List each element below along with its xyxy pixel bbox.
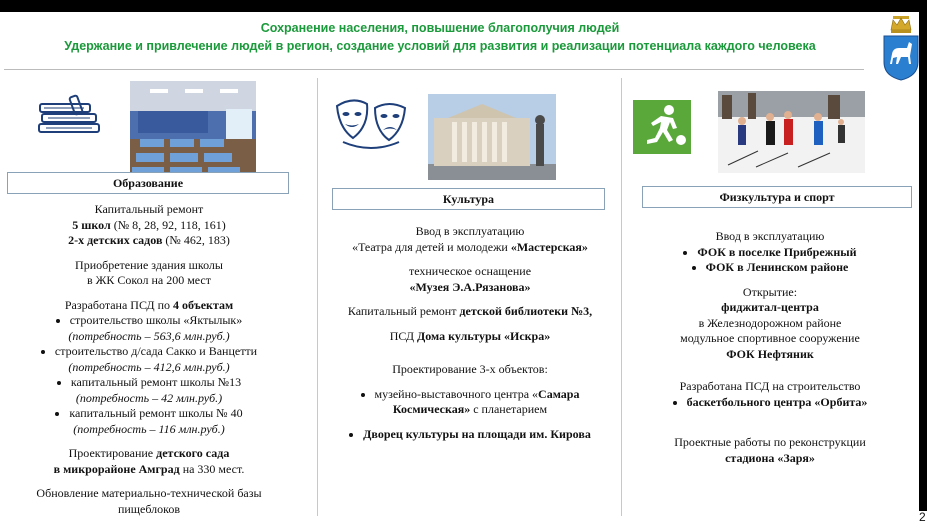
books-icon bbox=[36, 94, 102, 136]
education-text: (№ 8, 28, 92, 118, 161) bbox=[110, 217, 226, 232]
list-item-need: (потребность – 563,6 млн.руб.) bbox=[68, 328, 230, 343]
education-bold: 5 школ bbox=[72, 217, 111, 232]
list-item-need: (потребность – 42 млн.руб.) bbox=[75, 390, 223, 405]
header-title: Сохранение населения, повышение благополучия людей bbox=[260, 21, 620, 35]
athlete-icon bbox=[633, 100, 691, 154]
sport-label: Физкультура и спорт bbox=[642, 186, 912, 208]
education-bold: в микрорайоне Амград bbox=[53, 461, 180, 476]
list-item-need: (потребность – 116 млн.руб.) bbox=[73, 421, 225, 436]
culture-bold: Дворец культуры на площади им. Кирова bbox=[363, 426, 591, 441]
bullet-icon bbox=[55, 412, 59, 416]
culture-line: Ввод в эксплуатацию bbox=[415, 224, 525, 238]
sport-line: Разработана ПСД на строительство bbox=[679, 379, 861, 393]
ski-race-photo bbox=[718, 91, 865, 173]
culture-bold: детской библиотеки №3, bbox=[459, 304, 593, 318]
culture-line: Проектирование 3-х объектов: bbox=[392, 362, 548, 376]
education-text: Проектирование bbox=[68, 446, 157, 460]
bullet-icon bbox=[56, 319, 60, 323]
education-text: Разработана ПСД по bbox=[64, 297, 173, 312]
sport-bold: стадиона «Заря» bbox=[725, 450, 815, 465]
education-line: Обновление материально-технической базы bbox=[36, 486, 262, 500]
education-content bbox=[4, 202, 294, 517]
list-item: строительство школы «Яктылык» bbox=[69, 313, 243, 327]
bullet-icon bbox=[41, 350, 45, 354]
education-bold: детского сада bbox=[156, 446, 230, 460]
classroom-photo bbox=[130, 81, 256, 177]
bullet-icon bbox=[692, 266, 696, 270]
culture-label: Культура bbox=[332, 188, 605, 210]
culture-bold: «Мастерская» bbox=[510, 239, 588, 254]
sport-line: модульное спортивное сооружение bbox=[680, 331, 860, 345]
culture-text: ПСД bbox=[389, 328, 418, 343]
culture-line: техническое оснащение bbox=[408, 264, 532, 278]
education-line: в ЖК Сокол на 200 мест bbox=[86, 273, 211, 287]
sport-content bbox=[624, 229, 916, 466]
sport-line: в Железнодорожном районе bbox=[698, 315, 842, 330]
sport-bold: ФОК в Ленинском районе bbox=[705, 260, 849, 274]
sport-line: Проектные работы по реконструкции bbox=[674, 435, 866, 449]
list-item-need: (потребность – 412,6 млн.руб.) bbox=[68, 359, 230, 374]
header-divider bbox=[4, 69, 864, 70]
header-subtitle: Удержание и привлечение людей в регион, создание условий для развития и реализации потенциала каждого человека bbox=[64, 39, 816, 53]
education-text: на 330 мест. bbox=[179, 461, 245, 476]
theater-building-photo bbox=[428, 94, 556, 180]
theater-masks-icon bbox=[333, 96, 409, 154]
bullet-icon bbox=[349, 433, 353, 437]
education-line: Капитальный ремонт bbox=[94, 202, 204, 216]
list-item: строительство д/сада Сакко и Ванцетти bbox=[54, 344, 258, 358]
sport-bold: фиджитал-центра bbox=[721, 300, 819, 314]
culture-bold: Космическая» bbox=[392, 402, 471, 416]
page-number: 2 bbox=[919, 510, 926, 524]
column-divider-1 bbox=[317, 78, 318, 516]
bullet-icon bbox=[683, 251, 687, 255]
bullet-icon bbox=[57, 381, 61, 385]
sport-bold: баскетбольного центра «Орбита» bbox=[686, 394, 868, 409]
education-label: Образование bbox=[7, 172, 289, 194]
culture-content bbox=[322, 224, 618, 442]
culture-text: «Театра для детей и молодежи bbox=[352, 239, 511, 254]
samara-crest-icon bbox=[881, 14, 919, 82]
culture-text: Капитальный ремонт bbox=[347, 304, 460, 318]
culture-bold: Самара bbox=[538, 386, 580, 401]
bullet-icon bbox=[673, 401, 677, 405]
culture-bold: Дома культуры «Искра» bbox=[417, 328, 551, 343]
education-line: Приобретение здания школы bbox=[75, 257, 223, 272]
sport-bold: ФОК в поселке Прибрежный bbox=[697, 244, 857, 259]
culture-bold: «Музея Э.А.Рязанова» bbox=[409, 279, 531, 294]
education-line: пищеблоков bbox=[117, 501, 181, 516]
list-item: капитальный ремонт школы № 40 bbox=[69, 406, 243, 420]
education-bold: 2-х детских садов bbox=[68, 233, 163, 247]
sport-bold: ФОК Нефтяник bbox=[726, 346, 814, 361]
education-text: (№ 462, 183) bbox=[162, 233, 230, 247]
education-bold: 4 объектам bbox=[173, 297, 234, 312]
culture-text: музейно-выставочного центра « bbox=[374, 386, 539, 401]
slide bbox=[0, 12, 919, 524]
column-divider-2 bbox=[621, 78, 622, 516]
list-item: капитальный ремонт школы №13 bbox=[70, 375, 242, 389]
sport-line: Ввод в эксплуатацию bbox=[715, 229, 825, 243]
bullet-icon bbox=[361, 393, 365, 397]
sport-line: Открытие: bbox=[742, 284, 798, 299]
culture-text: с планетарием bbox=[470, 402, 548, 416]
